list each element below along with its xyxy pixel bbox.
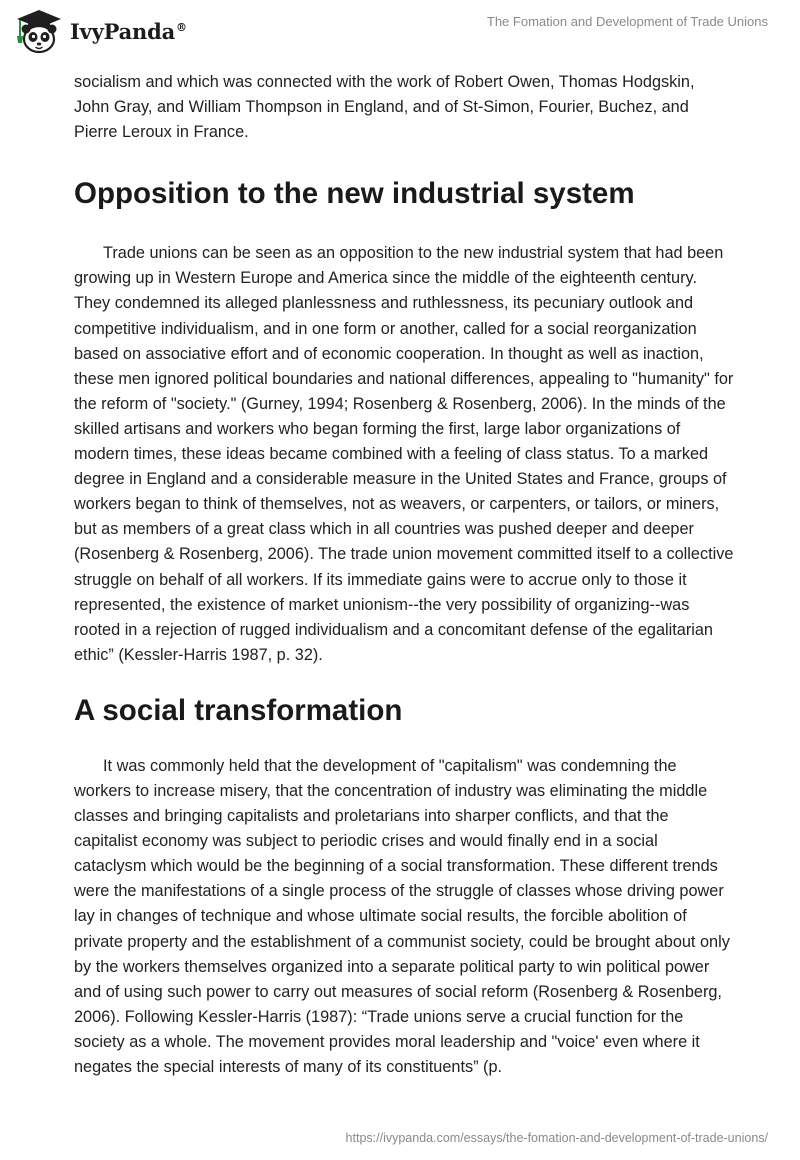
logo-wordmark: IvyPanda® bbox=[70, 18, 187, 44]
ivypanda-logo[interactable] bbox=[14, 8, 187, 54]
intro-paragraph: socialism and which was connected with the work of Robert Owen, Thomas Hodgskin, John Gray, and William Thompson in England, and of St-Simon, Fourier, Buchez, and Pierre Leroux in France. bbox=[74, 73, 695, 142]
document-title: The Fomation and Development of Trade Unions bbox=[486, 14, 768, 29]
section-paragraph-opposition: Trade unions can be seen as an opposition to the new industrial system that had been growing up in Western Europe and America since the middle of the eighteenth century. They condemned its alleged planlessness and ruthlessness, its pecuniary outlook and competitive individualism, and in one form or another, called for a social reorganization based on associative effort and of economic cooperation. In thought as well as inaction, these men ignored political boundaries and national differences, appealing to "humanity" for the reform of "society." (Gurney, 1994; Rosenberg & Rosenberg, 2006). In the minds of the skilled artisans and workers who began forming the first, large labor organizations of modern times, these ideas became combined with a feeling of class status. To a marked degree in England and a considerable measure in the United States and France, groups of workers began to think of themselves, not as weavers, or carpenters, or tailors, or miners, but as members of a great class which in all countries was pushed deeper and deeper (Rosenberg & Rosenberg, 2006). The trade union movement committed itself to a collective struggle on behalf of all workers. If its immediate gains were to accrue only to those it represented, the existence of market unionism--the very possibility of organizing--was rooted in a rejection of rugged individualism and a concomitant defense of the egalitarian ethic” (Kessler-Harris 1987, p. 32). bbox=[74, 244, 734, 664]
section-heading-social-transformation: A social transformation bbox=[74, 693, 403, 727]
section-paragraph-social-transformation: It was commonly held that the development of "capitalism" was condemning the workers to increase misery, that the concentration of industry was eliminating the middle classes and bringing capitalists and proletarians into sharper conflicts, and that the capitalist economy was subject to periodic crises and would finally end in a social cataclysm which would be the beginning of a social transformation. These different trends were the manifestations of a single process of the struggle of classes whose driving power lay in changes of technique and whose ultimate social results, the forcible abolition of private property and the establishment of a communist society, could be brought about only by the workers themselves organized into a separate political party to win political power and of using such power to carry out measures of social reform (Rosenberg & Rosenberg, 2006). Following Kessler-Harris (1987): “Trade unions serve a crucial function for the society as a whole. The movement provides moral leadership and "voice' even where it negates the special interests of many of its constituents” (p. bbox=[74, 756, 730, 1076]
essay-body bbox=[74, 70, 734, 1080]
panda-graduation-cap-icon bbox=[14, 8, 64, 54]
section-heading-opposition: Opposition to the new industrial system bbox=[74, 177, 635, 211]
source-url-link[interactable]: https://ivypanda.com/essays/the-fomation-and-development-of-trade-unions/ bbox=[345, 1131, 768, 1145]
page-header bbox=[0, 0, 800, 60]
